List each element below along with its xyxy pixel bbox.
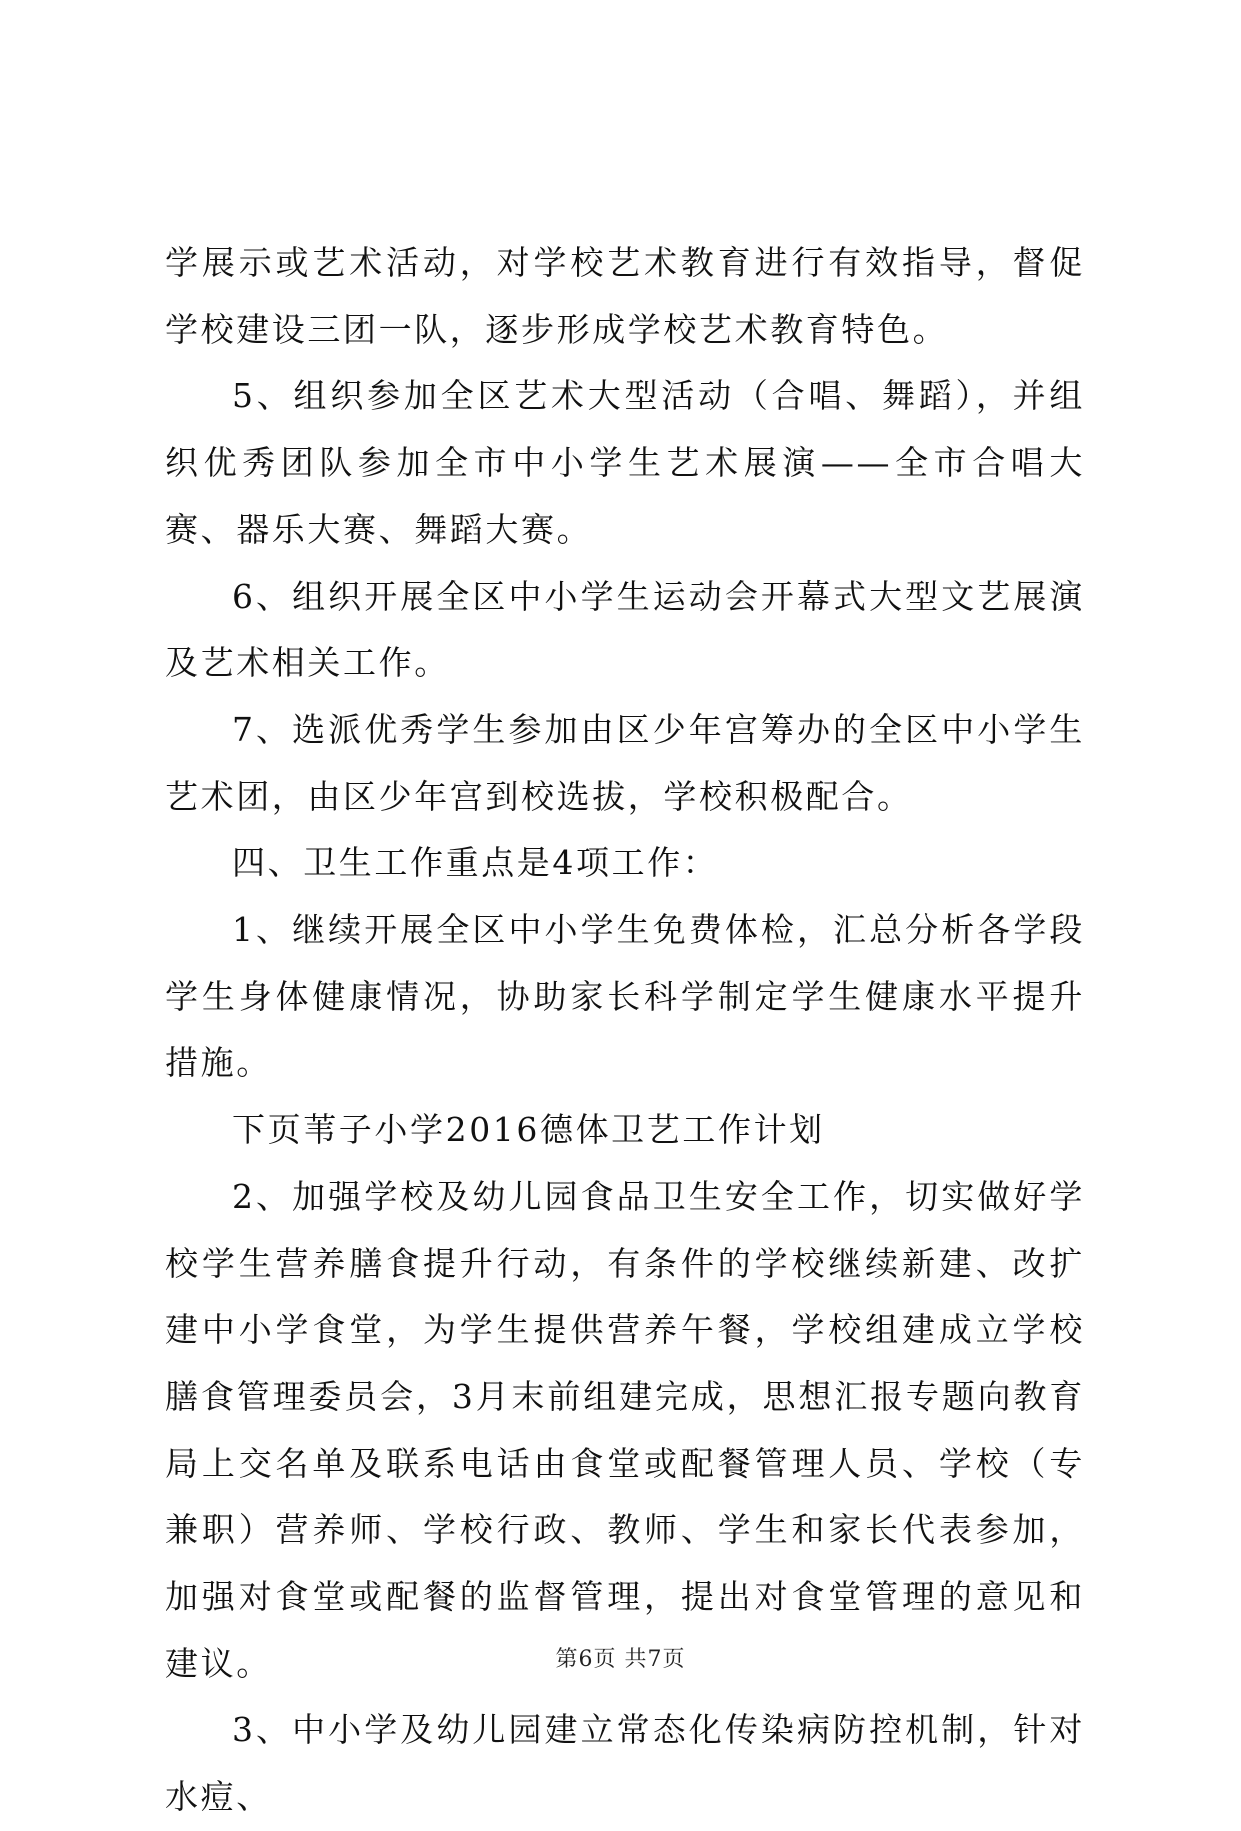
paragraph-item-7: 7、选派优秀学生参加由区少年宫筹办的全区中小学生艺术团，由区少年宫到校选拔，学校积极配合。 [165,709,1085,816]
next-page-note: 下页苇子小学2016德体卫艺工作计划 [232,1110,825,1150]
paragraph-health-item-1: 1、继续开展全区中小学生免费体检，汇总分析各学段学生身体健康情况，协助家长科学制定学生健康水平提升措施。 [165,910,1085,1083]
paragraph-item-5: 5、组织参加全区艺术大型活动（合唱、舞蹈），并组织优秀团队参加全市中小学生艺术展演——全市合唱大赛、器乐大赛、舞蹈大赛。 [165,376,1085,549]
paragraph-health-item-2: 2、加强学校及幼儿园食品卫生安全工作，切实做好学校学生营养膳食提升行动，有条件的学校继续新建、改扩建中小学食堂，为学生提供营养午餐，学校组建成立学校膳食管理委员会，3月末前组建完成，思想汇报专题向教育局上交名单及联系电话由食堂或配餐管理人员、学校（专兼职）营养师、学校行政、教师、学生和家长代表参加，加强对食堂或配餐的监督管理，提出对食堂管理的意见和建议。 [165,1176,1085,1683]
paragraph-health-item-3: 3、中小学及幼儿园建立常态化传染病防控机制，针对水痘、 [165,1710,1085,1817]
section-heading-health: 四、卫生工作重点是4项工作： [232,843,719,883]
document-body [165,230,1085,1831]
paragraph-continuation: 学展示或艺术活动，对学校艺术教育进行有效指导，督促学校建设三团一队，逐步形成学校艺术教育特色。 [165,243,1085,349]
paragraph-item-6: 6、组织开展全区中小学生运动会开幕式大型文艺展演及艺术相关工作。 [165,576,1085,683]
page-footer: 第6页 共7页 [555,1647,686,1672]
